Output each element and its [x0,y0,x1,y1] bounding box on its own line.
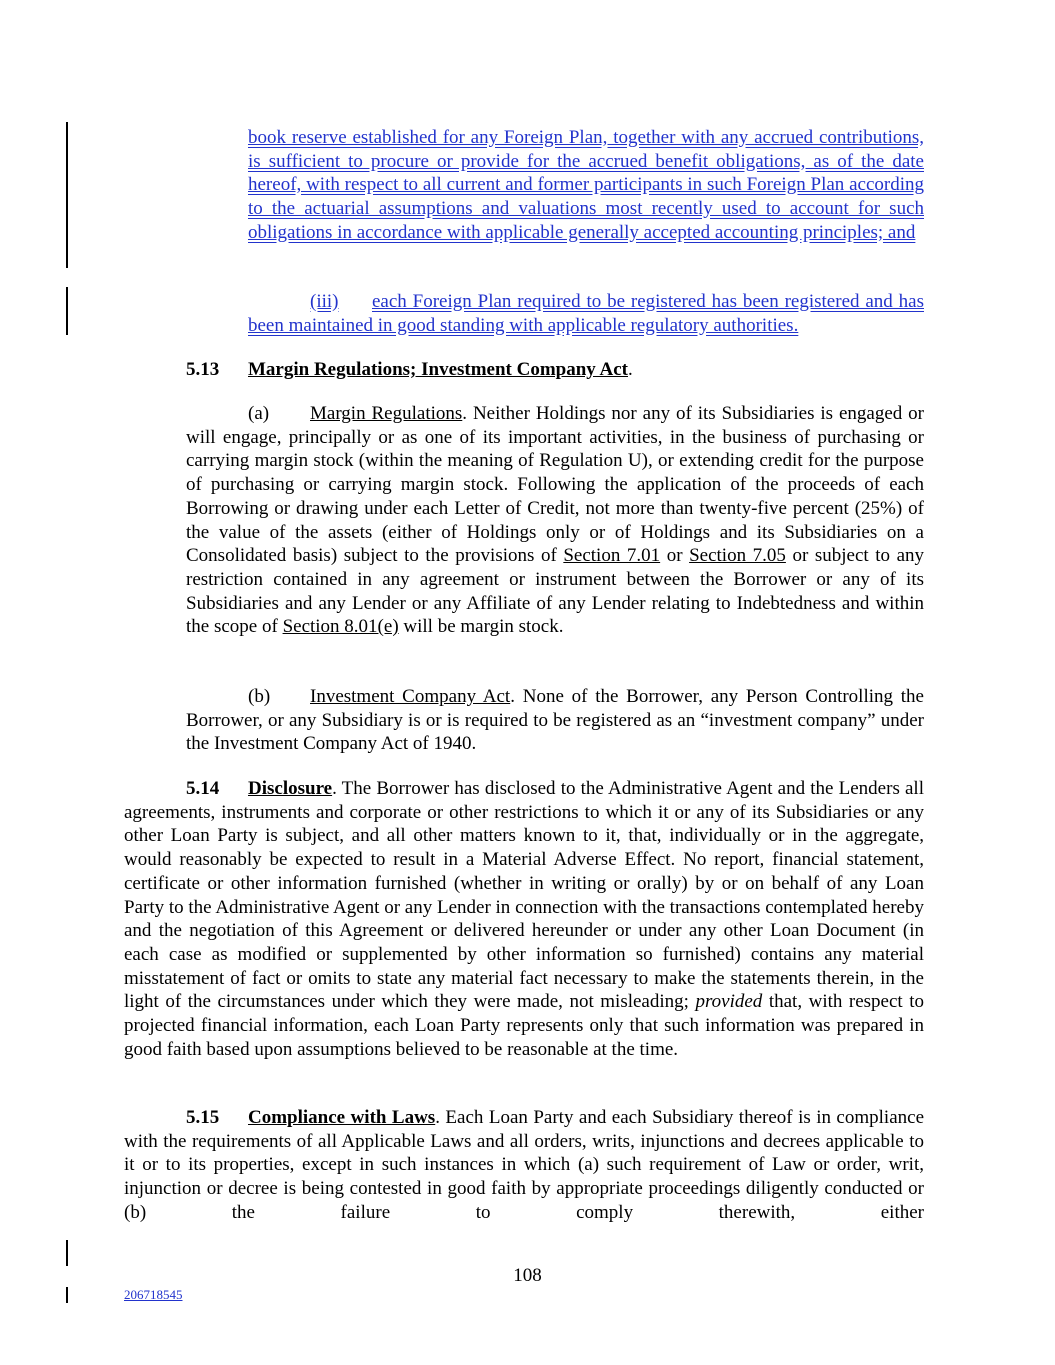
inserted-text: book reserve established for any Foreign Plan, together with any accrued contributions, is sufficient to procure or provide for the accrued benefit obligations, as of the date hereof, with respect to all current and former participants in such Foreign Plan according to the actuarial assumptions and valuations most recently used to account for such obligations in accordance with applicable generally accepted accounting principles; and [248,127,924,243]
heading-period: . [628,359,633,380]
section-number: 5.15 [186,1107,220,1128]
clause-label: (iii) [310,291,339,312]
section-5-13-heading [186,358,633,382]
foreign-plan-continuation [248,126,924,245]
document-id: 206718545 [124,1287,183,1302]
clause-label: (a) [248,403,270,424]
change-bar [66,1287,68,1303]
section-title: Disclosure [248,778,333,799]
inserted-text: each Foreign Plan required to be registered has been registered and has been maintained in good standing with applicable regulatory authorities. [248,291,924,336]
clause-title: Margin Regulations [310,403,463,424]
section-number: 5.13 [186,359,220,380]
clause-text: will be margin stock. [398,616,564,638]
connector-text: or [660,545,690,567]
change-bar [66,1240,68,1266]
section-5-14 [124,777,924,1061]
section-number: 5.14 [186,778,220,799]
foreign-plan-clause-iii [248,290,924,337]
clause-text: or subject to any restriction contained in any agreement or instrument between the Borrower or any of its Subsidiaries and any Lender or any Affiliate of any Lender relating to Indebtedness and within the scope of [186,545,925,638]
section-5-15 [124,1106,924,1225]
clause-label: (b) [248,686,271,707]
clause-text: . Neither Holdings nor any of its Subsidiaries is engaged or will engage, principally or as one of its important activities, in the business of purchasing or carrying margin stock (within the meaning of Regulation U), or extending credit for the purpose of purchasing or carrying margin stock. Following the application of the proceeds of each Borrowing or drawing under each Letter of Credit, not more than twenty-five percent (25%) of the value of the assets (either of Holdings only or of Holdings and its Subsidiaries on a Consolidated basis) subject to the provisions of [186,403,925,567]
section-reference: Section 7.01 [563,545,661,567]
section-5-13-b [186,685,924,756]
clause-text: . None of the Borrower, any Person Controlling the Borrower, or any Subsidiary is or is required to be registered as an “investment company” under the Investment Company Act of 1940. [186,686,924,755]
section-reference: Section 7.05 [689,545,786,567]
section-title: Margin Regulations; Investment Company Act [248,359,628,380]
section-reference: Section 8.01(e) [282,616,399,638]
section-title: Compliance with Laws [248,1107,436,1128]
change-bar [66,122,68,268]
section-text: that, with respect to projected financial information, each Loan Party represents only that such information was prepared in good faith based upon assumptions believed to be reasonable at the time. [124,991,925,1060]
emphasis-text: provided [695,991,763,1013]
section-5-13-a [186,402,924,639]
section-text: . The Borrower has disclosed to the Administrative Agent and the Lenders all agreements, instruments and corporate or other restrictions to which it or any of its Subsidiaries or any other Loan Party is subject, and all other matters known to it, that, individually or in the aggregate, would reasonably be expected to result in a Material Adverse Effect. No report, financial statement, certificate or other information furnished (whether in writing or orally) by or on behalf of any Loan Party to the Administrative Agent or any Lender in connection with the transactions contemplated hereby and the negotiation of this Agreement or delivered hereunder or under any other Loan Document (in each case as modified or supplemented by other information so furnished) contains any material misstatement of fact or omits to state any material fact necessary to make the statements therein, in the light of the circumstances under which they were made, not misleading; [124,778,924,1013]
page-number: 108 [513,1265,542,1286]
section-text: . Each Loan Party and each Subsidiary thereof is in compliance with the requirements of all Applicable Laws and all orders, writs, injunctions and decrees applicable to it or to its properties, except in such instances in which (a) such requirement of Law or order, writ, injunction or decree is being contested in good faith by appropriate proceedings diligently conducted or (b) the failure to comply therewith, either [124,1107,925,1223]
change-bar [66,287,68,335]
clause-title: Investment Company Act [310,686,511,707]
